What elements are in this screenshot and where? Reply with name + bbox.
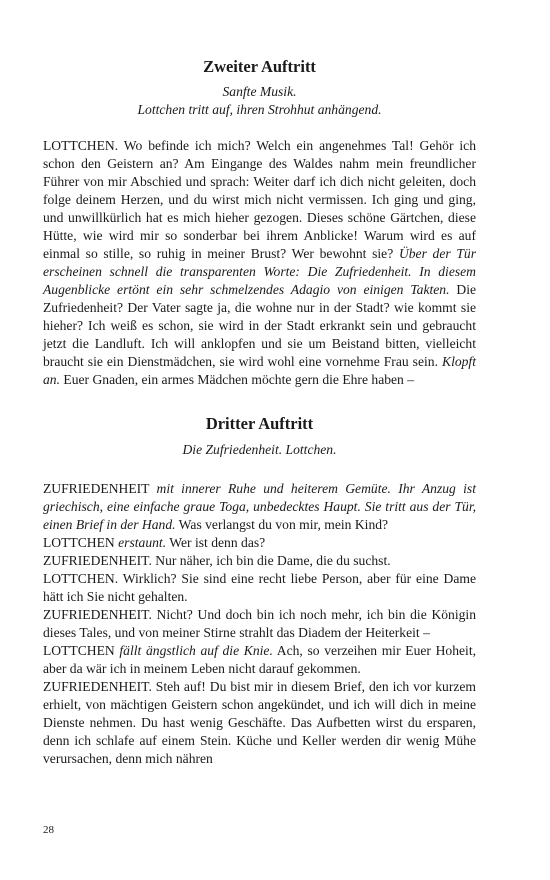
speech-segment: ZUFRIEDENHEIT. Steh auf! Du bist mir in diesem Brief, den ich vor kurzem erhielt, von mächtigen Geistern schon angekündet, und ich will dich in meine Dienste nehmen. Du hast wenig Geschäfte. Das Aufbetten wirst du ersparen, denn ich schlafe auf einem Stein. Küche und Keller werden dir wenig Mühe verursachen, denn mich nähren <box>43 679 476 766</box>
speaker-name: LOTTCHEN <box>43 535 119 550</box>
dialogue-line <box>43 552 476 570</box>
dialogue-line <box>43 534 476 552</box>
stage-direction-entrance: Lottchen tritt auf, ihren Strohhut anhängend. <box>137 102 382 117</box>
speech-segment: LOTTCHEN. Wirklich? Sie sind eine recht liebe Person, aber für eine Dame hätt ich Sie nicht gehalten. <box>43 571 476 604</box>
speech-segment: Euer Gnaden, ein armes Mädchen möchte gern die Ehre haben – <box>60 372 415 387</box>
speech-segment: Wer ist denn das? <box>166 535 266 550</box>
speech-segment: ZUFRIEDENHEIT. Nicht? Und doch bin ich noch mehr, ich bin die Königin dieses Tales, und von meiner Stirne strahlt das Diadem der Heiterkeit – <box>43 607 476 640</box>
stage-direction-music: Sanfte Musik. <box>222 84 297 99</box>
speech-segment-italic: fällt ängstlich auf die Knie. <box>119 643 273 658</box>
scene-heading-act3: Dritter Auftritt <box>205 414 314 433</box>
stage-direction-characters: Die Zufriedenheit. Lottchen. <box>182 442 337 457</box>
dialogue-line <box>43 642 476 678</box>
scene-heading-act2: Zweiter Auftritt <box>203 57 316 76</box>
speech-segment-italic: Über der Tür erscheinen schnell die transparenten Worte: Die Zufriedenheit. In diesem Augenblicke ertönt ein sehr schmelzendes Adagio von einigen Takten. <box>43 246 476 297</box>
dialogue-line <box>43 678 476 768</box>
dialogue-line <box>43 570 476 606</box>
speech-segment: ZUFRIEDENHEIT. Nur näher, ich bin die Dame, die du suchst. <box>43 553 391 568</box>
speech-lottchen-monologue <box>43 137 476 389</box>
page-number: 28 <box>43 824 54 836</box>
speech-segment: LOTTCHEN. Wo befinde ich mich? Welch ein angenehmes Tal! Gehör ich schon den Geistern an? Am Eingange des Waldes nahm mein freundlicher Führer von mir Abschied und sprach: Weiter darf ich dich nicht geleiten, doch folge deinem Herzen, und du wirst mich nicht vermissen. Ich ging und ging, und unwillkürlich hat es mich hieher gezogen. Dieses schöne Gärtchen, diese Hütte, wie wird mir so sonderbar bei ihrem Anblicke! Warum wird es auf einmal so stille, so ruhig in meiner Brust? Wer bewohnt sie? <box>43 138 476 261</box>
page-content <box>43 56 476 768</box>
speech-segment: Die Zufriedenheit? Der Vater sagte ja, die wohne nur in der Stadt? wie kommt sie hieher? Ich weiß es schon, sie wird in der Stadt erkrankt sein und gebraucht jetzt die Landluft. Ich will anklopfen und sie um Beistand bitten, vielleicht braucht sie ein Dienstmädchen, sie wird wohl eine vornehme Frau sein. <box>43 282 477 369</box>
dialogue-line <box>43 606 476 642</box>
speaker-name: LOTTCHEN <box>43 643 120 658</box>
speech-segment-italic: mit innerer Ruhe und heiterem Gemüte. Ihr Anzug ist griechisch, eine einfache graue Toga, unbedecktes Haupt. Sie tritt aus der Tür, einen Brief in der Hand. <box>43 481 476 532</box>
speech-segment-italic: Klopft an. <box>43 354 476 387</box>
dialogue <box>43 480 476 768</box>
speech-segment: Was verlangst du von mir, mein Kind? <box>175 517 389 532</box>
speaker-name: ZUFRIEDENHEIT <box>43 481 157 496</box>
speech-segment: Ach, so verzeihen mir Euer Hoheit, aber da wär ich in meinem Leben nicht darauf gekommen. <box>43 643 476 676</box>
speech-segment-italic: erstaunt. <box>118 535 167 550</box>
dialogue-line <box>43 480 476 534</box>
